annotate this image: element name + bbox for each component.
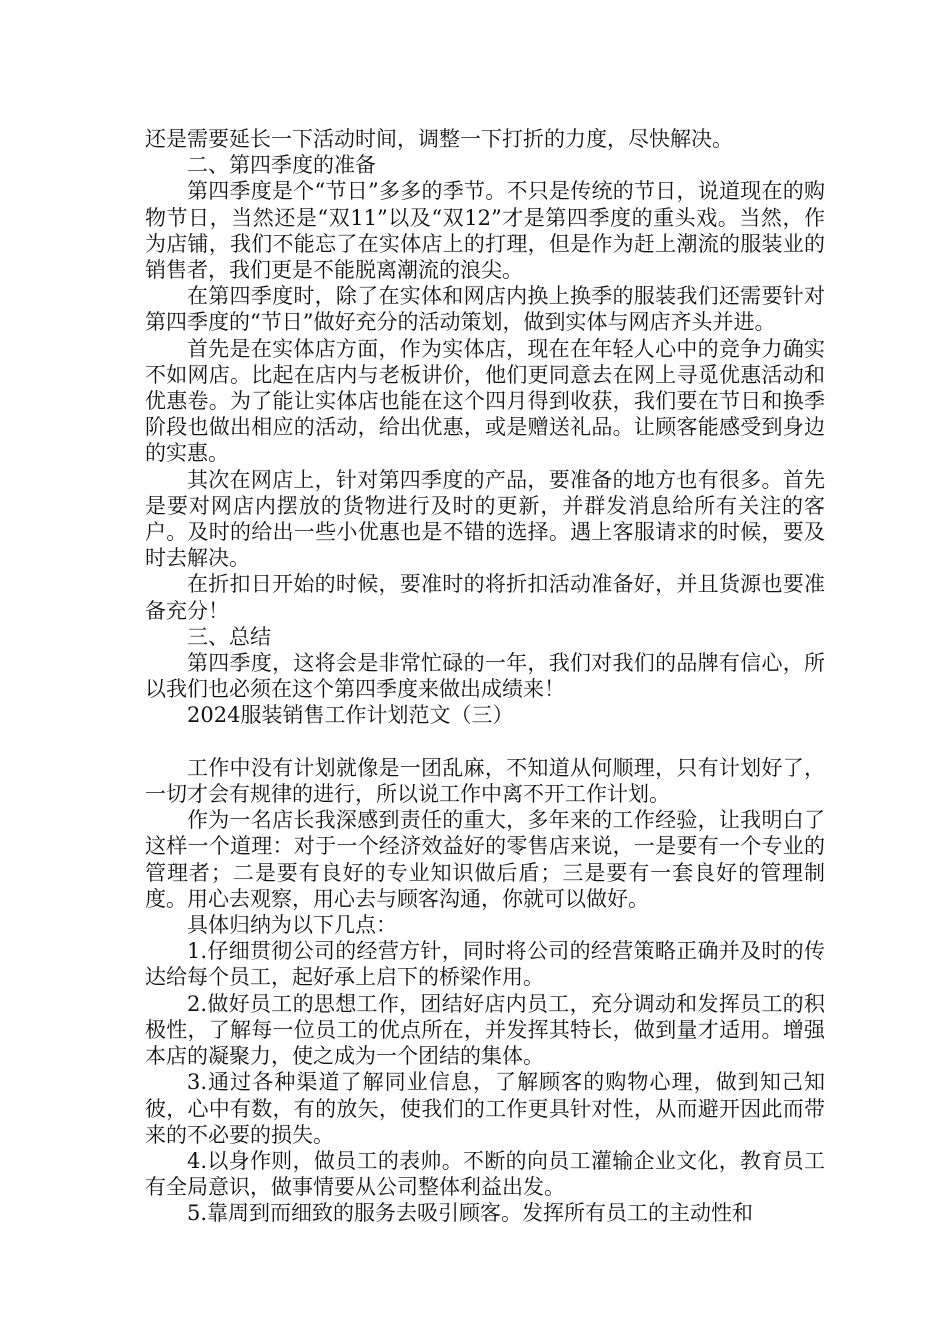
list-item: 1.仔细贯彻公司的经营方针，同时将公司的经营策略正确并及时的传达给每个员工，起好承上启下的桥梁作用。 — [145, 939, 825, 990]
list-item: 3.通过各种渠道了解同业信息，了解顾客的购物心理，做到知己知彼，心中有数，有的放矢，使我们的工作更具针对性，从而避开因此而带来的不必要的损失。 — [145, 1070, 825, 1147]
paragraph: 还是需要延长一下活动时间，调整一下打折的力度，尽快解决。 — [145, 127, 733, 151]
list-item: 4.以身作则，做员工的表帅。不断的向员工灌输企业文化，教育员工有全局意识，做事情要从公司整体利益出发。 — [145, 1148, 825, 1200]
list-item: 5.靠周到而细致的服务去吸引顾客。发挥所有员工的主动性和 — [187, 1201, 754, 1226]
section-heading: 三、总结 — [187, 624, 271, 649]
paragraph: 第四季度是个“节日”多多的季节。不只是传统的节日，说道现在的购物节日，当然还是“双11”以及“双12”才是第四季度的重头戏。当然，作为店铺，我们不能忘了在实体店上的打理，但是作为赶上潮流的服装业的销售者，我们更是不能脱离潮流的浪尖。 — [145, 179, 825, 283]
paragraph: 首先是在实体店方面，作为实体店，现在在年轻人心中的竞争力确实不如网店。比起在店内与老板讲价，他们更同意去在网上寻觅优惠活动和优惠卷。为了能让实体店也能在这个四月得到收获，我们要在节日和换季阶段也做出相应的活动，给出优惠，或是赠送礼品。让顾客能感受到身边的实惠。 — [145, 336, 825, 466]
paragraph: 在折扣日开始的时候，要准时的将折扣活动准备好，并且货源也要准备充分！ — [145, 572, 825, 623]
paragraph: 其次在网店上，针对第四季度的产品，要准备的地方也有很多。首先是要对网店内摆放的货物进行及时的更新，并群发消息给所有关注的客户。及时的给出一些小优惠也是不错的选择。遇上客服请求的时候，要及时去解决。 — [145, 467, 825, 571]
list-item: 2.做好员工的思想工作，团结好店内员工，充分调动和发挥员工的积极性，了解每一位员工的优点所在，并发挥其特长，做到量才适用。增强本店的凝聚力，使之成为一个团结的集体。 — [145, 991, 825, 1069]
document-page — [145, 126, 825, 1227]
section-heading: 二、第四季度的准备 — [187, 153, 376, 178]
paragraph: 工作中没有计划就像是一团乱麻，不知道从何顺理，只有计划好了，一切才会有规律的进行，所以说工作中离不开工作计划。 — [145, 755, 825, 807]
paragraph: 作为一名店长我深感到责任的重大，多年来的工作经验，让我明白了这样一个道理：对于一个经济效益好的零售店来说，一是要有一个专业的管理者；二是要有良好的专业知识做后盾；三是要有一套良好的管理制度。用心去观察，用心去与顾客沟通，你就可以做好。 — [145, 808, 825, 911]
document-subtitle: 2024服装销售工作计划范文（三） — [187, 703, 514, 728]
paragraph: 具体归纳为以下几点： — [187, 913, 397, 938]
paragraph: 在第四季度时，除了在实体和网店内换上换季的服装我们还需要针对第四季度的“节日”做好充分的活动策划，做到实体与网店齐头并进。 — [145, 284, 825, 335]
paragraph: 第四季度，这将会是非常忙碌的一年，我们对我们的品牌有信心，所以我们也必须在这个第四季度来做出成绩来！ — [145, 651, 825, 702]
blank-line — [145, 729, 825, 755]
